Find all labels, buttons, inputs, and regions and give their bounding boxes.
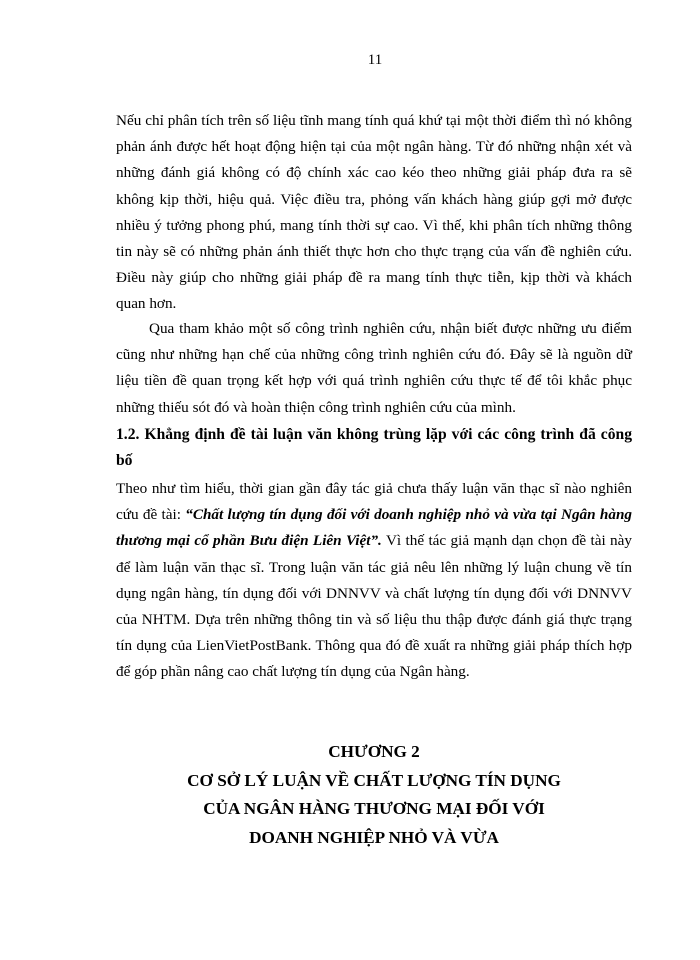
chapter-heading	[116, 738, 632, 852]
paragraph-1: Nếu chỉ phân tích trên số liệu tĩnh mang tính quá khứ tại một thời điểm thì nó không phản ánh được hết hoạt động hiện tại của một ngân hàng. Từ đó những nhận xét và những đánh giá không có độ chính xác cao kéo theo những giải pháp đưa ra sẽ không kịp thời, hiệu quả. Việc điều tra, phỏng vấn khách hàng giúp gợi mở được nhiều ý tưởng phong phú, mang tính thời sự cao. Vì thế, khi phân tích những thông tin này sẽ có những phản ánh thiết thực hơn cho thực trạng của vấn đề nghiên cứu. Điều này giúp cho những giải pháp đề ra mang tính thực tiễn, kịp thời và khách quan hơn.	[116, 112, 632, 313]
chapter-title-line-3: DOANH NGHIỆP NHỎ VÀ VỪA	[249, 827, 499, 847]
thesis-title-emphasis: “Chất lượng tín dụng đối với doanh nghiệp nhỏ và vừa tại Ngân hàng thương mại cổ phần Bưu điện Liên Việt”.	[116, 506, 632, 550]
chapter-title-line-2: CỦA NGÂN HÀNG THƯƠNG MẠI ĐỐI VỚI	[203, 799, 545, 818]
paragraph-2: Qua tham khảo một số công trình nghiên cứu, nhận biết được những ưu điểm cũng như những hạn chế của những công trình nghiên cứu đó. Đây sẽ là nguồn dữ liệu tiền đề quan trọng kết hợp với quá trình nghiên cứu thực tế để tôi khắc phục những thiếu sót đó và hoàn thiện công trình nghiên cứu của mình.	[116, 320, 632, 416]
page-number: 11	[367, 52, 383, 68]
section-heading: 1.2. Khẳng định đề tài luận văn không trùng lặp với các công trình đã công bố	[116, 426, 632, 470]
chapter-title-line-1: CƠ SỞ LÝ LUẬN VỀ CHẤT LƯỢNG TÍN DỤNG	[187, 770, 561, 790]
paragraph-3	[116, 476, 632, 686]
paragraph-3-continuation: Vì thế tác giả mạnh dạn chọn đề tài này để làm luận văn thạc sĩ. Trong luận văn tác giả nêu lên những lý luận chung về tín dụng ngân hàng, tín dụng đối với DNNVV và chất lượng tín dụng đối với DNNVV của NHTM. Dựa trên những thông tin và số liệu thu thập được đánh giá thực trạng tín dụng của LienVietPostBank. Thông qua đó đề xuất ra những giải pháp thích hợp để góp phần nâng cao chất lượng tín dụng của Ngân hàng.	[116, 532, 632, 681]
chapter-number: CHƯƠNG 2	[328, 742, 420, 761]
paragraph-3-text: Theo như tìm hiểu, thời gian gần đây tác giả chưa thấy luận văn thạc sĩ nào nghiên cứu đề tài:	[116, 480, 632, 524]
